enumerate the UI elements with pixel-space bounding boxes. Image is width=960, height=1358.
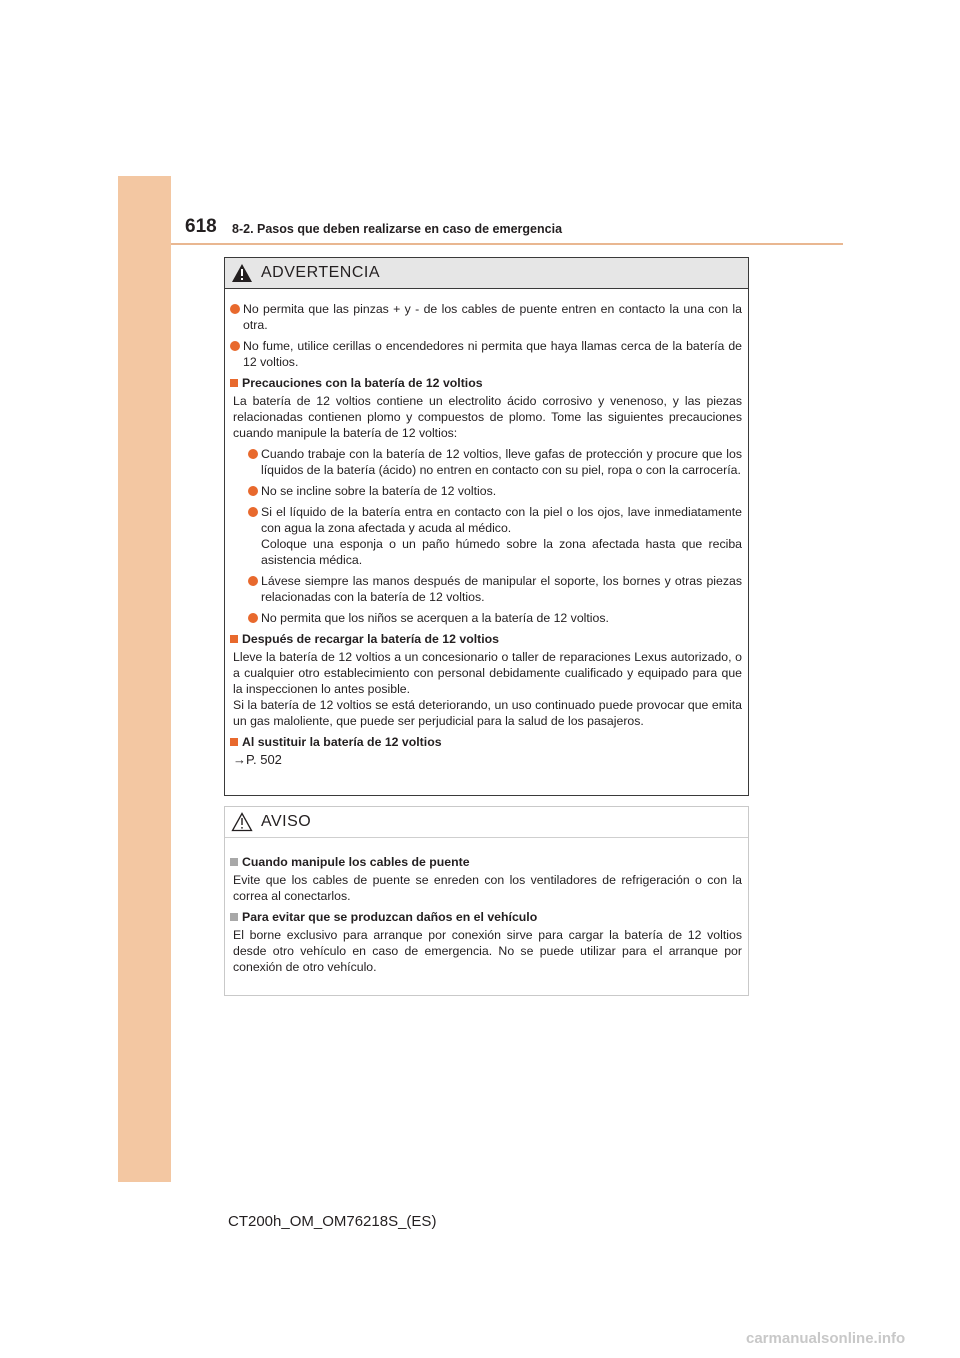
chapter-side-band [118,176,171,1182]
bullet-text: No permita que los niños se acerquen a la batería de 12 voltios. [261,611,609,625]
notice-box [224,806,749,996]
bullet-text: No permita que las pinzas + y - de los cables de puente entren en contacto la una con la otra. [243,302,742,332]
heading-square [230,913,238,921]
paragraph: Lleve la batería de 12 voltios a un concesionario o taller de reparaciones Lexus autorizado, o a cualquier otro establecimiento con personal debidamente cualificado y equipado para que la inspeccionen lo antes posible. [233,650,742,696]
section-heading [229,375,742,391]
heading-text: Cuando manipule los cables de puente [242,855,470,869]
bullet-dot [248,486,258,496]
bullet-dot [248,576,258,586]
list-item [247,610,742,626]
heading-text: Para evitar que se produzcan daños en el vehículo [242,910,538,924]
header-rule [171,243,843,245]
watermark: carmanualsonline.info [746,1330,906,1347]
document-code: CT200h_OM_OM76218S_(ES) [228,1213,437,1230]
warning-body [225,289,748,768]
section-title: 8-2. Pasos que deben realizarse en caso de emergencia [232,222,563,236]
heading-square [230,858,238,866]
list-item [229,301,742,333]
bullet-dot [248,449,258,459]
bullet-text: No fume, utilice cerillas o encendedores ni permita que haya llamas cerca de la batería de 12 voltios. [243,339,742,369]
caution-triangle-icon [231,812,253,832]
section-text: El borne exclusivo para arranque por conexión sirve para cargar la batería de 12 voltios desde otro vehículo en caso de emergencia. No se puede utilizar para el arranque por conexión de otro vehículo. [233,928,742,974]
bullet-dot [230,341,240,351]
bullet-text: No se incline sobre la batería de 12 voltios. [261,484,497,498]
section-text: Evite que los cables de puente se enreden con los ventiladores de refrigeración o con la correa al conectarlos. [233,873,742,903]
bullet-text: Cuando trabaje con la batería de 12 voltios, lleve gafas de protección y procure que los líquidos de la batería (ácido) no entren en contacto con su piel, ropa o con la carrocería. [261,447,742,477]
section-text [233,649,742,729]
notice-title: AVISO [261,813,312,830]
notice-body [225,838,748,975]
section-heading [229,854,742,870]
bullet-text: Lávese siempre las manos después de manipular el soporte, los bornes y otras piezas relacionadas con la batería de 12 voltios. [261,574,742,604]
bullet-text: Si el líquido de la batería entra en contacto con la piel o los ojos, lave inmediatamente con agua la zona afectada y acuda al médico. [261,505,742,535]
heading-text: Después de recargar la batería de 12 voltios [242,632,499,646]
warning-box [224,257,749,796]
heading-text: Al sustituir la batería de 12 voltios [242,735,442,749]
heading-square [230,635,238,643]
heading-square [230,379,238,387]
list-item [247,504,742,568]
paragraph: Si la batería de 12 voltios se está deteriorando, un uso continuado puede provocar que emita un gas maloliente, que puede ser perjudicial para la salud de los pasajeros. [233,698,742,728]
section-intro: La batería de 12 voltios contiene un electrolito ácido corrosivo y venenoso, y las piezas relacionadas contienen plomo y compuestos de plomo. Tome las siguientes precauciones cuando manipule la batería de 12 voltios: [233,394,742,440]
section-heading [229,909,742,925]
heading-square [230,738,238,746]
warning-title: ADVERTENCIA [261,264,381,281]
bullet-dot [230,304,240,314]
list-item [247,483,742,499]
page-reference-link[interactable]: →P. 502 [233,752,282,767]
warning-triangle-icon [231,263,253,283]
bullet-dot [248,613,258,623]
section-heading [229,631,742,647]
bullet-text-extra: Coloque una esponja o un paño húmedo sobre la zona afectada hasta que reciba asistencia médica. [261,537,742,567]
list-item [247,573,742,605]
page-number: 618 [185,216,217,237]
list-item [229,338,742,370]
heading-text: Precauciones con la batería de 12 voltios [242,376,483,390]
bullet-dot [248,507,258,517]
notice-header [225,807,748,838]
list-item [247,446,742,478]
warning-header [225,258,748,289]
section-heading [229,734,742,750]
